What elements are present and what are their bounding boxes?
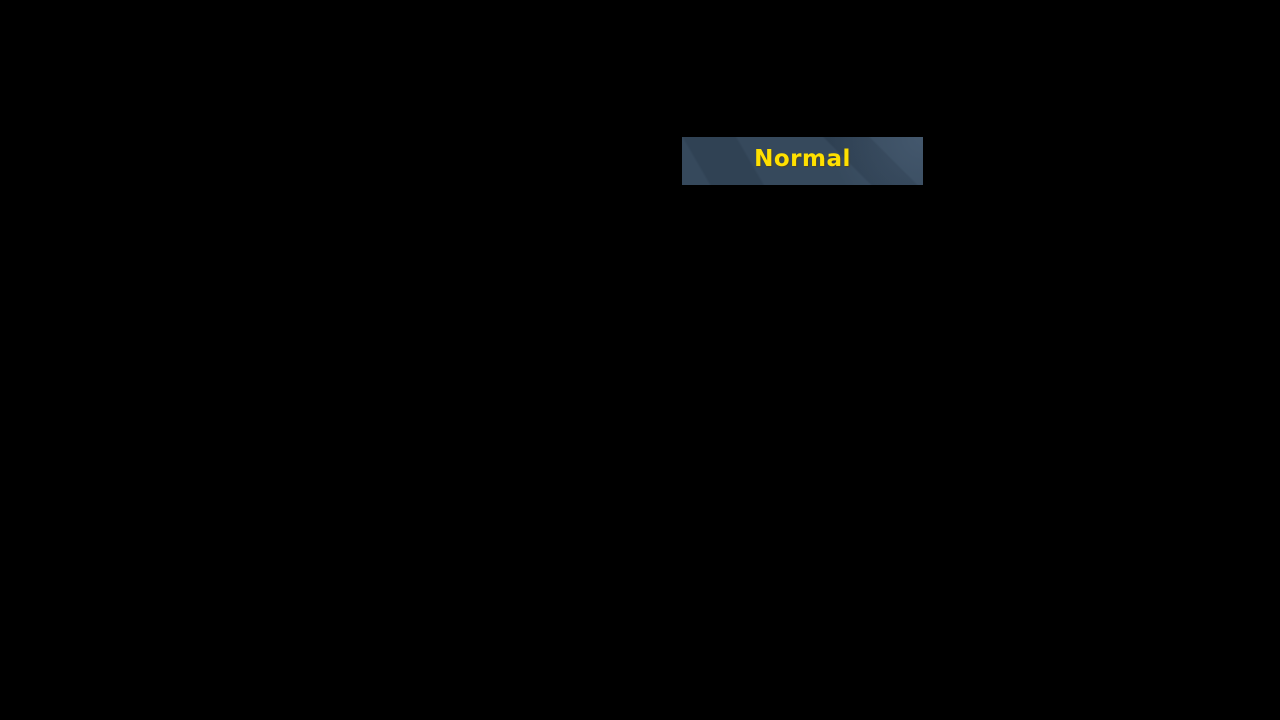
- difficulty-banner-label: Normal: [754, 145, 851, 172]
- difficulty-banner[interactable]: [682, 137, 923, 185]
